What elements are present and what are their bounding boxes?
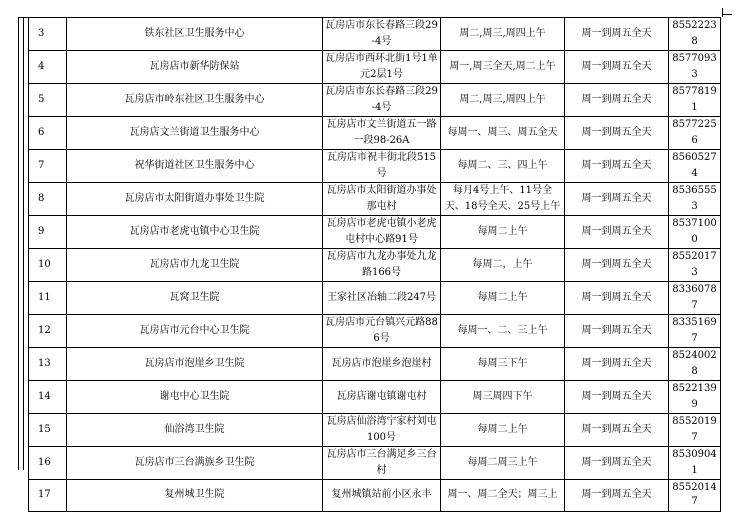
phone-number: 85778191 xyxy=(669,84,721,117)
row-number: 5 xyxy=(29,84,67,117)
row-number: 8 xyxy=(29,183,67,216)
table-row xyxy=(29,282,721,315)
clinic-address: 瓦房店市泡崖乡泡崖村 xyxy=(323,348,441,381)
clinic-table xyxy=(28,17,721,512)
clinic-name: 祝华街道社区卫生服务中心 xyxy=(67,150,323,183)
service-hours: 周一到周五全天 xyxy=(565,150,669,183)
vaccination-days: 每周二周三上午 xyxy=(441,447,565,480)
vaccination-days: 周二,周三,周四上午 xyxy=(441,84,565,117)
clinic-table-body xyxy=(29,18,721,512)
phone-number: 85522238 xyxy=(669,18,721,51)
clinic-address: 瓦房店市祝丰街北段515号 xyxy=(323,150,441,183)
clinic-address: 瓦房店市三台满足乡三台村 xyxy=(323,447,441,480)
phone-number: 85520197 xyxy=(669,414,721,447)
clinic-name: 瓦房店市太阳街道办事处卫生院 xyxy=(67,183,323,216)
phone-number: 85365553 xyxy=(669,183,721,216)
service-hours: 周一到周五全天 xyxy=(565,348,669,381)
table-row xyxy=(29,447,721,480)
clinic-address: 瓦房店谢屯镇谢屯村 xyxy=(323,381,441,414)
phone-number: 85770933 xyxy=(669,51,721,84)
service-hours: 周一到周五全天 xyxy=(565,84,669,117)
table-row xyxy=(29,348,721,381)
service-hours: 周一到周五全天 xyxy=(565,183,669,216)
clinic-name: 瓦房店文兰街道卫生服务中心 xyxy=(67,117,323,150)
clinic-name: 谢屯中心卫生院 xyxy=(67,381,323,414)
vaccination-days: 每周二、三、四上午 xyxy=(441,150,565,183)
row-number: 17 xyxy=(29,480,67,512)
vaccination-days: 周二,周三,周四上午 xyxy=(441,18,565,51)
vaccination-days: 每周三下午 xyxy=(441,348,565,381)
service-hours: 周一到周五全天 xyxy=(565,315,669,348)
table-row xyxy=(29,249,721,282)
phone-number: 85772256 xyxy=(669,117,721,150)
table-row xyxy=(29,381,721,414)
vaccination-days: 每周二上午 xyxy=(441,282,565,315)
phone-number: 85605274 xyxy=(669,150,721,183)
clinic-address: 瓦房店市元台镇兴元路886号 xyxy=(323,315,441,348)
clinic-address: 瓦房店市老虎屯镇小老虎屯村中心路91号 xyxy=(323,216,441,249)
row-number: 7 xyxy=(29,150,67,183)
vaccination-days: 每月4号上午、11号全天、18号全天、25号上午 xyxy=(441,183,565,216)
clinic-name: 瓦房店市新华防保站 xyxy=(67,51,323,84)
row-number: 13 xyxy=(29,348,67,381)
clinic-address: 瓦房店市西环北街1号1单元2层1号 xyxy=(323,51,441,84)
clinic-name: 瓦窝卫生院 xyxy=(67,282,323,315)
row-number: 15 xyxy=(29,414,67,447)
row-number: 10 xyxy=(29,249,67,282)
table-row xyxy=(29,414,721,447)
vaccination-days: 每周一、周三、周五全天 xyxy=(441,117,565,150)
service-hours: 周一到周五全天 xyxy=(565,480,669,512)
vaccination-days: 周三周四下午 xyxy=(441,381,565,414)
service-hours: 周一到周五全天 xyxy=(565,216,669,249)
clinic-name: 瓦房店市老虎屯镇中心卫生院 xyxy=(67,216,323,249)
clinic-name: 瓦房店市泡崖乡卫生院 xyxy=(67,348,323,381)
service-hours: 周一到周五全天 xyxy=(565,282,669,315)
service-hours: 周一到周五全天 xyxy=(565,51,669,84)
clinic-name: 仙浴湾卫生院 xyxy=(67,414,323,447)
table-row xyxy=(29,51,721,84)
clinic-address: 复州城镇站前小区永丰 xyxy=(323,480,441,512)
table-row xyxy=(29,216,721,249)
row-number: 3 xyxy=(29,18,67,51)
clinic-address: 瓦房店市太阳街道办事处那屯村 xyxy=(323,183,441,216)
service-hours: 周一到周五全天 xyxy=(565,414,669,447)
phone-number: 85371000 xyxy=(669,216,721,249)
service-hours: 周一到周五全天 xyxy=(565,117,669,150)
service-hours: 周一到周五全天 xyxy=(565,381,669,414)
phone-number: 85520147 xyxy=(669,480,721,512)
clinic-name: 瓦房店市元台中心卫生院 xyxy=(67,315,323,348)
table-row xyxy=(29,84,721,117)
table-row xyxy=(29,117,721,150)
row-number: 12 xyxy=(29,315,67,348)
clinic-name: 瓦房店市三台满族乡卫生院 xyxy=(67,447,323,480)
vaccination-days: 每周二上午 xyxy=(441,216,565,249)
phone-number: 85309041 xyxy=(669,447,721,480)
phone-number: 83360787 xyxy=(669,282,721,315)
vaccination-days: 周一、周二全天；周三上 xyxy=(441,480,565,512)
clinic-name: 瓦房店市九龙卫生院 xyxy=(67,249,323,282)
phone-number: 83351697 xyxy=(669,315,721,348)
clinic-address: 瓦房店市九龙办事处九龙路166号 xyxy=(323,249,441,282)
vaccination-days: 每周一、二、三上午 xyxy=(441,315,565,348)
row-number: 14 xyxy=(29,381,67,414)
row-number: 16 xyxy=(29,447,67,480)
clinic-name: 瓦房店市岭东社区卫生服务中心 xyxy=(67,84,323,117)
clinic-address: 瓦房店市文兰街道五一路一段98-26A xyxy=(323,117,441,150)
phone-number: 85221399 xyxy=(669,381,721,414)
row-number: 4 xyxy=(29,51,67,84)
table-row xyxy=(29,480,721,512)
clinic-address: 瓦房店市东长春路三段29-4号 xyxy=(323,84,441,117)
clinic-name: 复州城卫生院 xyxy=(67,480,323,512)
clinic-address: 瓦房店市东长春路三段29-4号 xyxy=(323,18,441,51)
vaccination-days: 每周二，上午 xyxy=(441,249,565,282)
table-row xyxy=(29,18,721,51)
service-hours: 周一到周五全天 xyxy=(565,249,669,282)
service-hours: 周一到周五全天 xyxy=(565,18,669,51)
phone-number: 85520173 xyxy=(669,249,721,282)
table-row xyxy=(29,315,721,348)
row-number: 6 xyxy=(29,117,67,150)
table-row xyxy=(29,150,721,183)
table-row xyxy=(29,183,721,216)
vaccination-days: 每周二上午 xyxy=(441,414,565,447)
phone-number: 85240028 xyxy=(669,348,721,381)
row-number: 11 xyxy=(29,282,67,315)
clinic-address: 瓦房店仙浴湾宁家村刘屯100号 xyxy=(323,414,441,447)
vaccination-days: 周一,周三全天,周二上午 xyxy=(441,51,565,84)
service-hours: 周一到周五全天 xyxy=(565,447,669,480)
clinic-name: 铁东社区卫生服务中心 xyxy=(67,18,323,51)
clinic-address: 王家社区冶轴二段247号 xyxy=(323,282,441,315)
row-number: 9 xyxy=(29,216,67,249)
